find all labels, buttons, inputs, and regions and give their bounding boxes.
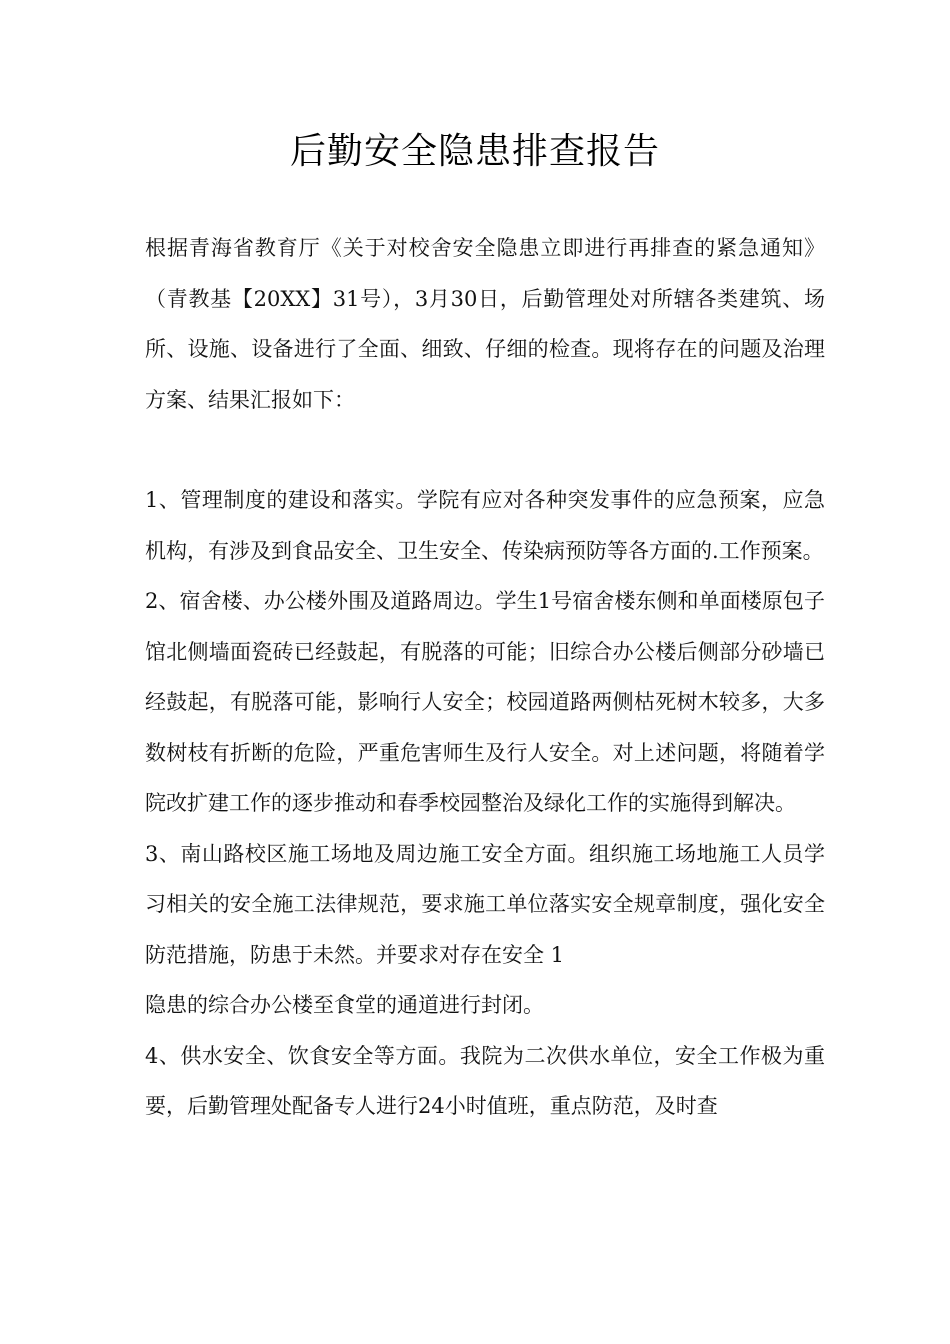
item-1-paragraph: 1、管理制度的建设和落实。学院有应对各种突发事件的应急预案，应急机构，有涉及到食品安全、卫生安全、传染病预防等各方面的.工作预案。 [145, 488, 825, 563]
paragraph-spacer [145, 425, 825, 475]
document-body [145, 223, 825, 1132]
item-3-paragraph: 3、南山路校区施工场地及周边施工安全方面。组织施工场地施工人员学习相关的安全施工法律规范，要求施工单位落实安全规章制度，强化安全防范措施，防患于未然。并要求对存在安全 1 [145, 841, 825, 967]
intro-paragraph: 根据青海省教育厅《关于对校舍安全隐患立即进行再排查的紧急通知》（青教基【20XX】31号），3月30日，后勤管理处对所辖各类建筑、场所、设施、设备进行了全面、细致、仔细的检查。现将存在的问题及治理方案、结果汇报如下： [145, 236, 825, 412]
item-2-paragraph: 2、宿舍楼、办公楼外围及道路周边。学生1号宿舍楼东侧和单面楼原包子馆北侧墙面瓷砖已经鼓起，有脱落的可能；旧综合办公楼后侧部分砂墙已经鼓起，有脱落可能，影响行人安全；校园道路两侧枯死树木较多，大多数树枝有折断的危险，严重危害师生及行人安全。对上述问题，将随着学院改扩建工作的逐步推动和春季校园整治及绿化工作的实施得到解决。 [145, 589, 825, 815]
item-4-paragraph: 4、供水安全、饮食安全等方面。我院为二次供水单位，安全工作极为重要，后勤管理处配备专人进行24小时值班，重点防范，及时查 [145, 1043, 825, 1118]
document-title: 后勤安全隐患排查报告 [289, 131, 660, 172]
item-3-continued-paragraph: 隐患的综合办公楼至食堂的通道进行封闭。 [145, 993, 544, 1017]
